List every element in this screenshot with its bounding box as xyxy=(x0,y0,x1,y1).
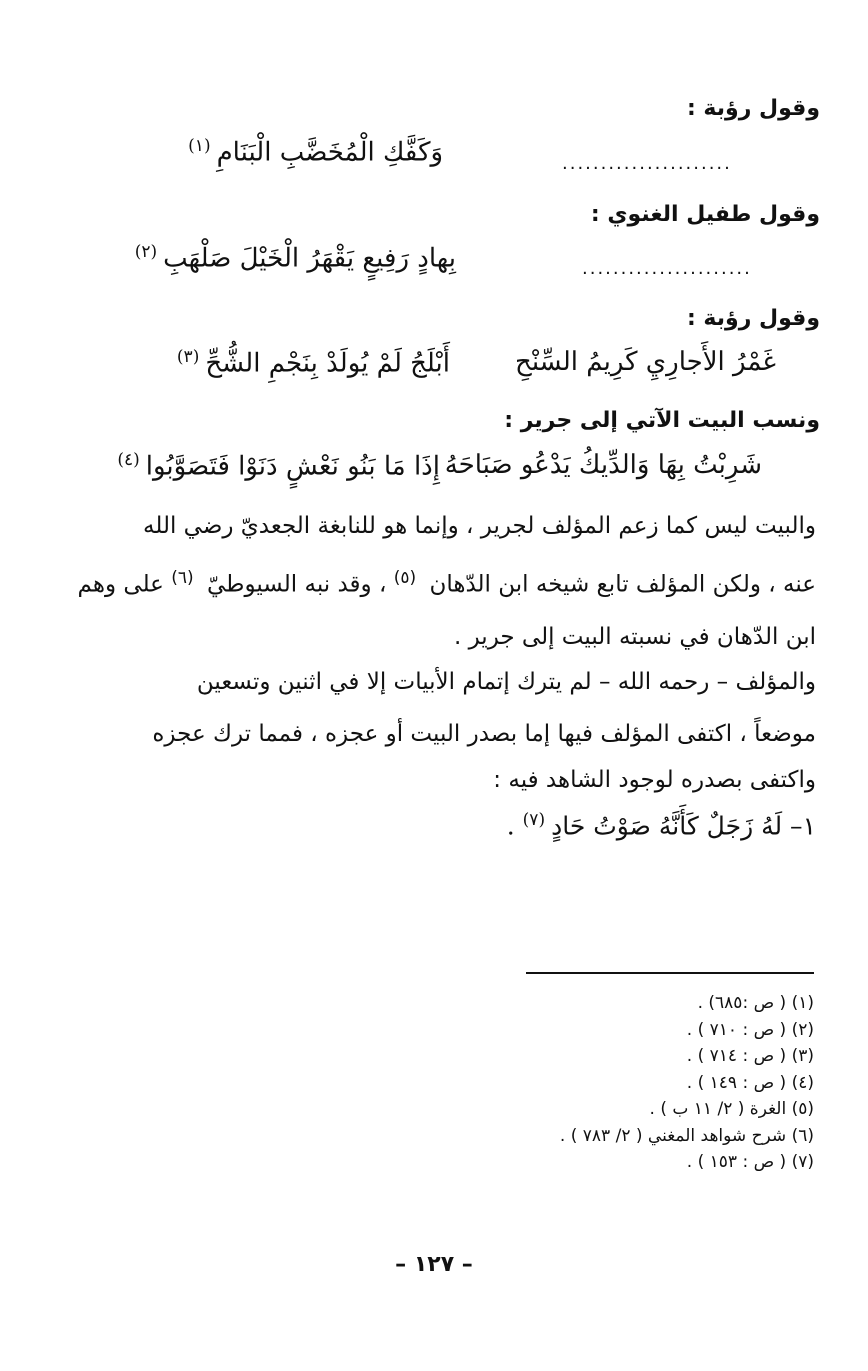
paragraph-1-line-2-part-a: عنه ، ولكن المؤلف تابع شيخه ابن الدّهان xyxy=(429,571,816,598)
footnote-ref-7: (٧) xyxy=(522,810,546,830)
heading-tufayl: وقول طفيل الغنوي : xyxy=(590,202,820,227)
heading-attribution: ونسب البيت الآتي إلى جرير : xyxy=(504,408,820,433)
page-number: – ١٢٧ – xyxy=(395,1252,473,1277)
footnote-ref-5: (٥) xyxy=(393,568,417,588)
footnotes xyxy=(414,990,814,1176)
paragraph-incomplete-verses xyxy=(76,656,816,800)
footnote-ref-3: (٣) xyxy=(176,347,200,367)
heading-ruba-2: وقول رؤبة : xyxy=(686,306,820,331)
footnote-2: (٢) ( ص : ٧١٠ ) . xyxy=(686,1019,814,1040)
paragraph-1-line-1: والبيت ليس كما زعم المؤلف لجرير ، وإنما هو للنابغة الجعديّ رضي الله xyxy=(143,513,816,539)
verse-1 xyxy=(188,136,443,168)
footnote-5: (٥) الغرة ( ٢/ ١١ ب ) . xyxy=(649,1099,814,1119)
footnote-7: (٧) ( ص : ١٥٣ ) . xyxy=(686,1152,814,1172)
footnote-1: (١) ( ص :٦٨٥) . xyxy=(697,993,814,1013)
verse-4-second-hemistich xyxy=(117,450,440,482)
verse-2-text: بِهادٍ رَفِيعٍ يَقْهَرُ الْخَيْلَ صَلْهَبِ xyxy=(163,243,456,274)
footnote-ref-4: (٤) xyxy=(117,450,140,470)
verse-1-omitted-hemistich: ...................... xyxy=(562,153,732,174)
footnote-ref-6: (٦) xyxy=(171,568,194,588)
footnote-ref-1: (١) xyxy=(188,136,211,156)
paragraph-1-line-2-part-c: على وهم xyxy=(77,571,164,598)
footnote-4: (٤) ( ص : ١٤٩ ) . xyxy=(686,1072,814,1093)
paragraph-2-line-1: والمؤلف – رحمه الله – لم يترك إتمام الأبيات إلا في اثنين وتسعين xyxy=(196,669,816,695)
heading-ruba-1: وقول رؤبة : xyxy=(686,96,820,121)
paragraph-1-line-2 xyxy=(76,552,816,611)
paragraph-2-line-2: موضعاً ، اكتفى المؤلف فيها إما بصدر البيت أو عجزه ، فمما ترك عجزه xyxy=(152,721,816,747)
footnote-3: (٣) ( ص : ٧١٤ ) . xyxy=(686,1046,814,1066)
list-item-1-tail: . xyxy=(506,811,523,841)
paragraph-attribution xyxy=(76,500,816,663)
paragraph-1-line-3: ابن الدّهان في نسبته البيت إلى جرير . xyxy=(453,623,816,650)
footnote-ref-2: (٢) xyxy=(134,242,158,262)
verse-4-first-hemistich: شَرِبْتُ بِهَا وَالدِّيكُ يَدْعُو صَبَاحَهُ xyxy=(444,450,762,480)
verse-1-text: وَكَفَّكِ الْمُخَضَّبِ الْبَنَامِ xyxy=(216,137,443,168)
verse-2 xyxy=(135,242,456,274)
verse-3-second-text: أَبْلَجُ لَمْ يُولَدْ بِنَجْمِ الشُّحِّ xyxy=(205,348,450,379)
verse-3-first-hemistich: غَمْرُ الأَجارِيِ كَرِيمُ السِّنْحِ xyxy=(515,347,776,377)
verse-3-second-hemistich xyxy=(177,347,450,379)
list-item-1 xyxy=(507,810,816,840)
footnote-6: (٦) شرح شواهد المغني ( ٢/ ٧٨٣ ) . xyxy=(559,1125,814,1146)
paragraph-2-line-3: واكتفى بصدره لوجود الشاهد فيه : xyxy=(493,767,816,793)
paragraph-1-line-2-part-b: ، وقد نبه السيوطيّ xyxy=(206,571,387,598)
footnote-separator xyxy=(526,972,814,974)
verse-4-second-text: إِذَا مَا بَنُو نَعْشٍ دَنَوْا فَتَصَوَّبُوا xyxy=(145,451,440,482)
list-item-1-text: ١– لَهُ زَجَلٌ كَأَنَّهُ صَوْتُ حَادٍ xyxy=(551,811,816,841)
verse-2-omitted-hemistich: ...................... xyxy=(582,258,752,279)
